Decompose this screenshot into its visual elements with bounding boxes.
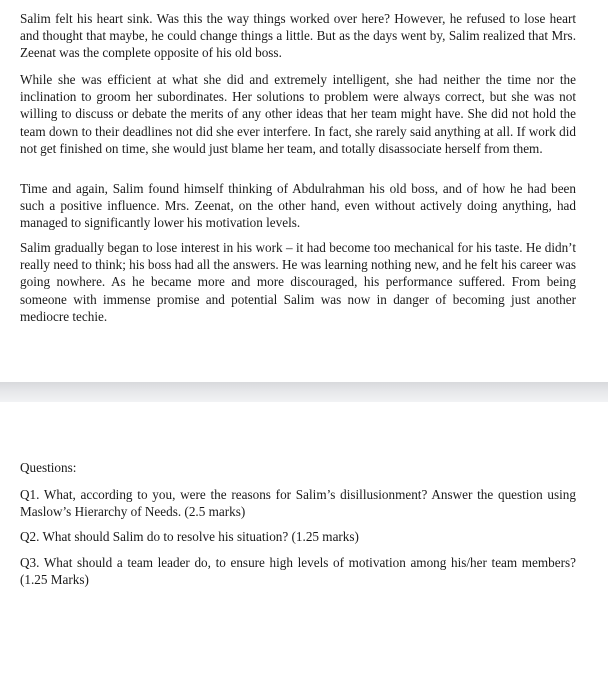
- page-break: [0, 382, 608, 402]
- question-1: Q1. What, according to you, were the reasons for Salim’s disillusionment? Answer the question using Maslow’s Hierarchy of Needs. (2.5 marks): [20, 487, 576, 520]
- questions-heading: Questions:: [20, 460, 77, 475]
- document-page-bottom: [0, 402, 608, 700]
- paragraph-4: Salim gradually began to lose interest in his work – it had become too mechanical for his taste. He didn’t really need to think; his boss had all the answers. He was learning nothing new, and he felt his career was going nowhere. As he became more and more discouraged, his performance suffered. From being someone with immense promise and potential Salim was now in danger of becoming just another mediocre techie.: [20, 240, 576, 324]
- question-2: Q2. What should Salim do to resolve his situation? (1.25 marks): [20, 529, 359, 544]
- paragraph-3: Time and again, Salim found himself thinking of Abdulrahman his old boss, and of how he had been such a positive influence. Mrs. Zeenat, on the other hand, even without actively doing anything, had managed to significantly lower his motivation levels.: [20, 181, 576, 231]
- paragraph-1: Salim felt his heart sink. Was this the way things worked over here? However, he refused to lose heart and thought that maybe, he could change things a little. But as the days went by, Salim realized that Mrs. Zeenat was the complete opposite of his old boss.: [20, 11, 576, 61]
- paragraph-2: While she was efficient at what she did and extremely intelligent, she had neither the time nor the inclination to groom her subordinates. Her solutions to problem were always correct, but she was not willing to discuss or debate the merits of any other ideas that her team might have. She did not hold the team down to their deadlines not did she ever interfere. In fact, she rarely said anything at all. If work did not get finished on time, she would just blame her team, and totally disassociate herself from them.: [20, 72, 576, 156]
- question-3: Q3. What should a team leader do, to ensure high levels of motivation among his/her team members? (1.25 Marks): [20, 555, 576, 588]
